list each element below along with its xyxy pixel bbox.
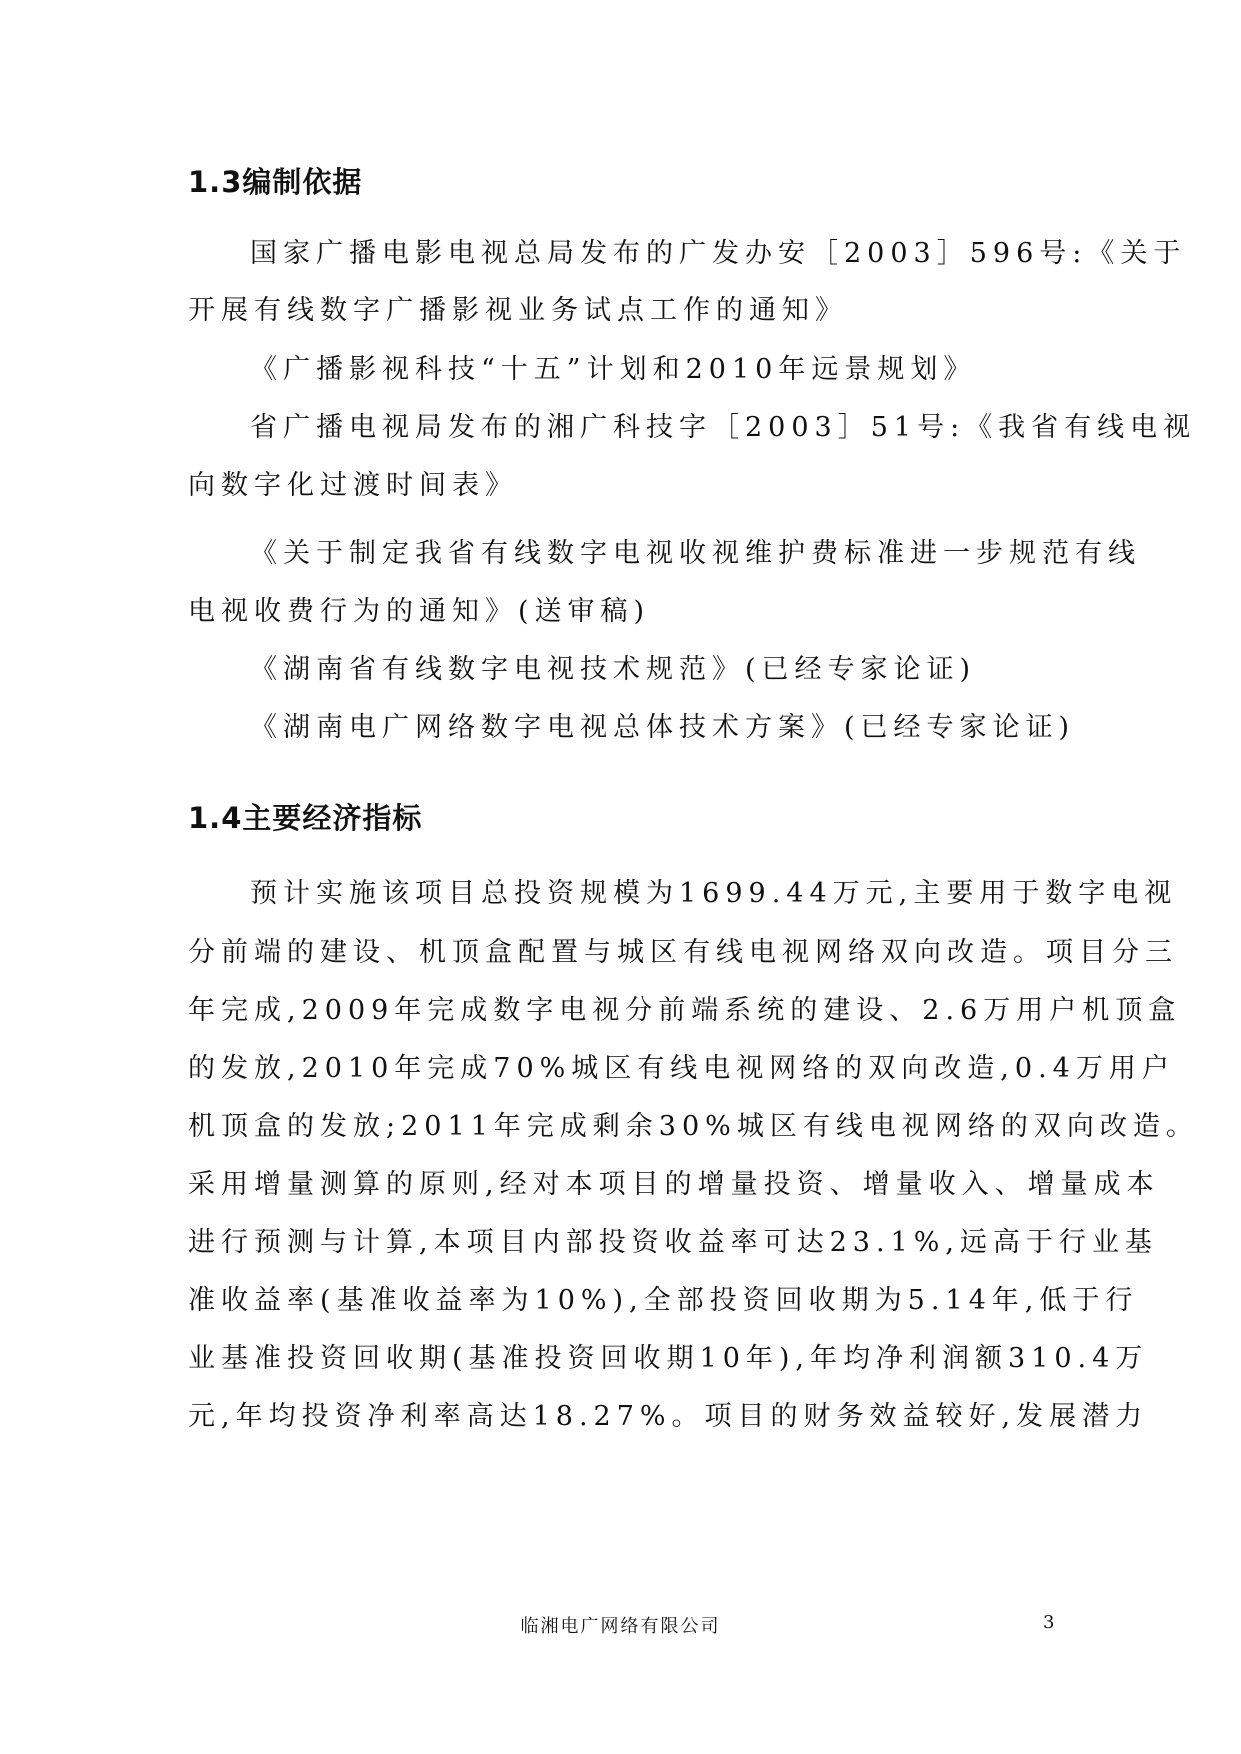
paragraph-line: 预计实施该项目总投资规模为1699.44万元,主要用于数字电视 [250,878,1178,909]
paragraph-line: 《湖南省有线数字电视技术规范》(已经专家论证) [250,654,977,685]
paragraph-line: 机顶盒的发放;2011年完成剩余30%城区有线电视网络的双向改造。 [188,1111,1199,1142]
paragraph-line: 分前端的建设、机顶盒配置与城区有线电视网络双向改造。项目分三 [188,937,1178,968]
paragraph-line: 业基准投资回收期(基准投资回收期10年),年均净利润额310.4万 [188,1343,1149,1374]
paragraph-line: 的发放,2010年完成70%城区有线电视网络的双向改造,0.4万用户 [188,1053,1175,1084]
section-heading-1-3: 1.3编制依据 [188,165,363,199]
paragraph-line: 省广播电视局发布的湘广科技字［2003］51号:《我省有线电视 [250,412,1197,443]
paragraph-line: 开展有线数字广播影视业务试点工作的通知》 [188,295,848,326]
paragraph-line: 电视收费行为的通知》(送审稿) [188,596,651,627]
section-heading-1-4: 1.4主要经济指标 [188,801,423,835]
footer-company: 临湘电广网络有限公司 [520,1616,721,1637]
paragraph-line: 《广播影视科技“十五”计划和2010年远景规划》 [250,354,977,385]
paragraph-line: 《湖南电广网络数字电视总体技术方案》(已经专家论证) [250,712,1076,743]
paragraph-line: 国家广播电影电视总局发布的广发办安［2003］596号:《关于 [250,238,1187,269]
paragraph-line: 向数字化过渡时间表》 [188,470,518,501]
paragraph-line: 进行预测与计算,本项目内部投资收益率可达23.1%,远高于行业基 [188,1227,1158,1258]
paragraph-line: 年完成,2009年完成数字电视分前端系统的建设、2.6万用户机顶盒 [188,995,1182,1026]
page-number: 3 [1043,1612,1055,1633]
paragraph-line: 《关于制定我省有线数字电视收视维护费标准进一步规范有线 [250,538,1141,569]
paragraph-line: 准收益率(基准收益率为10%),全部投资回收期为5.14年,低于行 [188,1285,1139,1316]
paragraph-line: 采用增量测算的原则,经对本项目的增量投资、增量收入、增量成本 [188,1169,1160,1200]
paragraph-line: 元,年均投资净利率高达18.27%。项目的财务效益较好,发展潜力 [188,1401,1149,1432]
